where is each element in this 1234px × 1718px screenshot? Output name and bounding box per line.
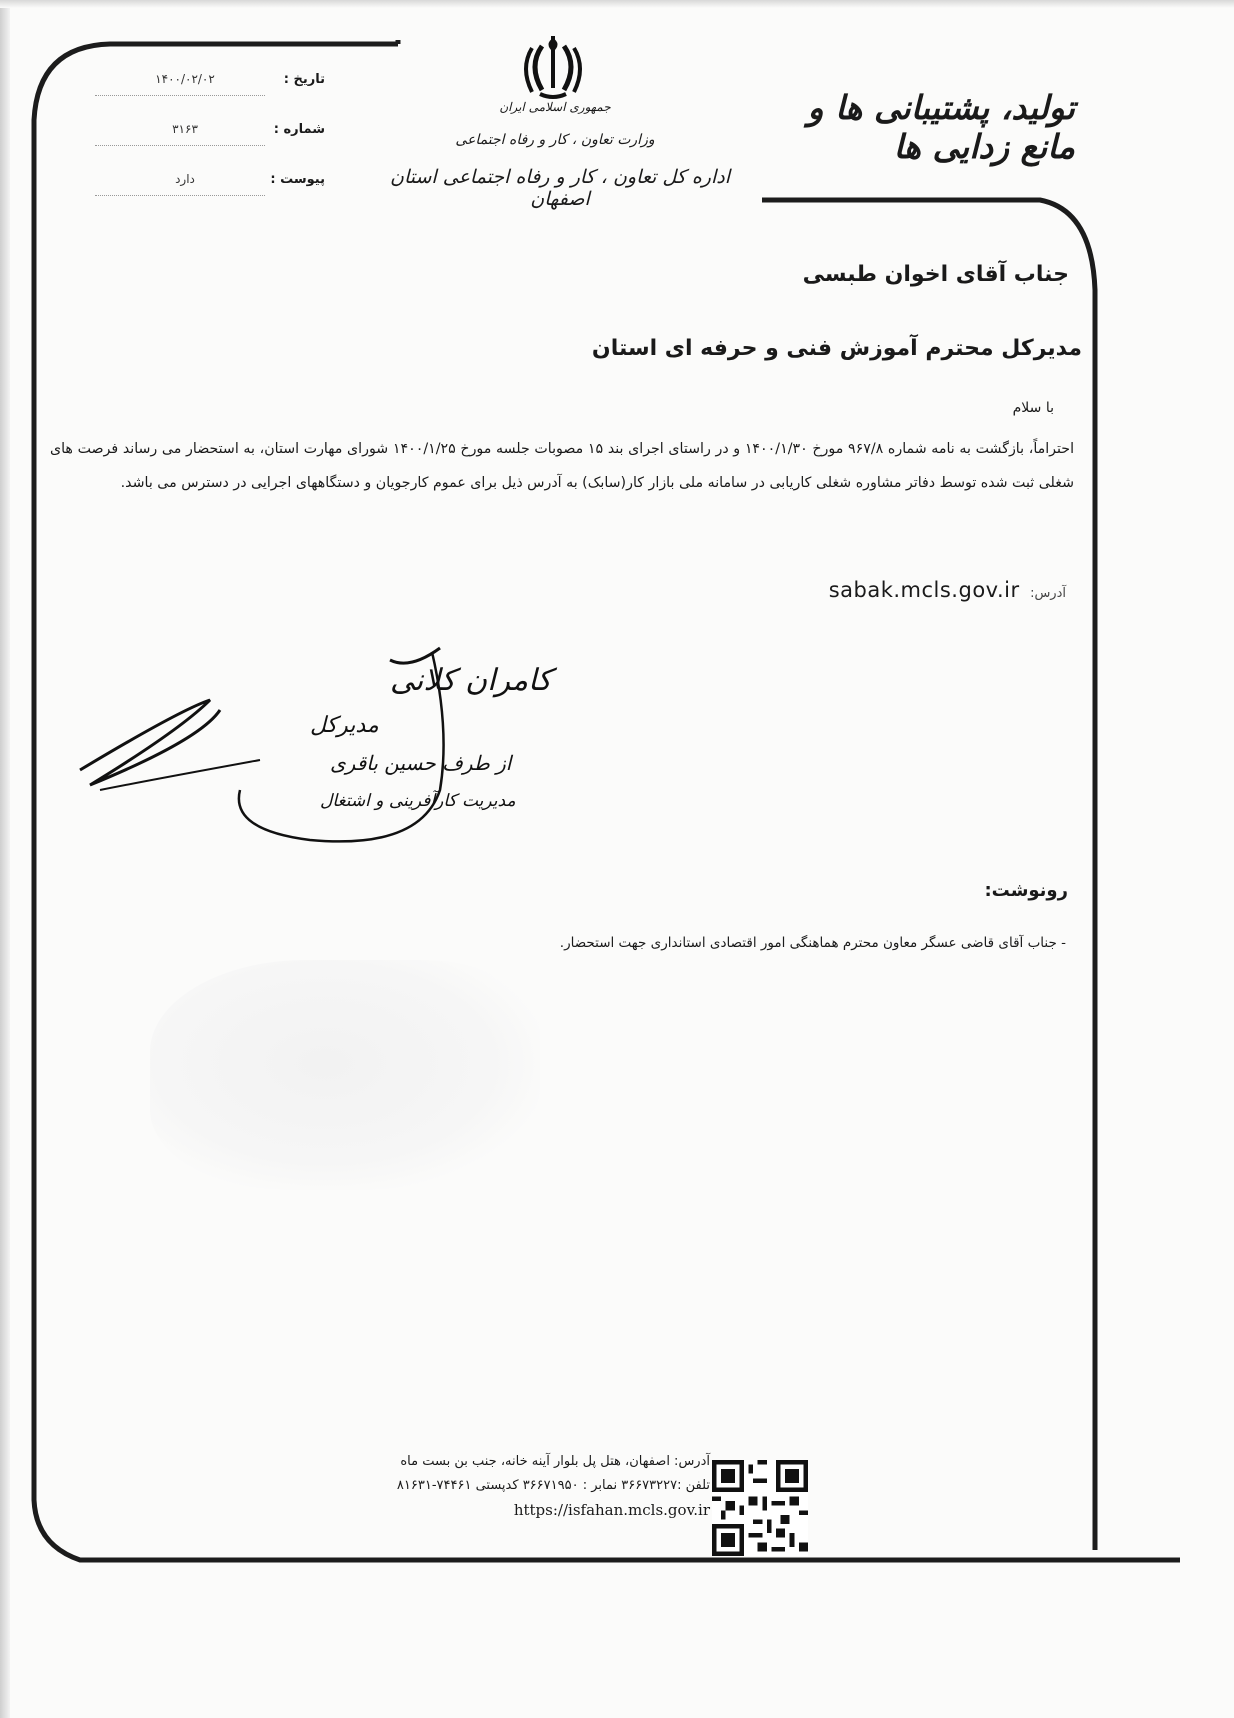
footer-website-link[interactable]: https://isfahan.mcls.gov.ir <box>513 1501 710 1519</box>
footer-phone: تلفن :۳۶۶۷۳۲۲۷ نمابر : ۳۶۶۷۱۹۵۰ کدپستی ۷۴۴۶۱-۸۱۶۳۱ <box>396 1478 710 1493</box>
meta-date-label: تاریخ : <box>283 72 325 87</box>
signature-line2: از طرف حسین باقری <box>330 751 512 775</box>
cc-title: رونوشت: <box>984 880 1068 901</box>
signature-line1: مدیرکل <box>310 713 379 738</box>
letter-body: احتراماً، بازگشت به نامه شماره ۹۶۷/۸ مورخ ۱۴۰۰/۱/۳۰ و در راستای اجرای بند ۱۵ مصوبات جلسه مورخ ۱۴۰۰/۱/۲۵ شورای مهارت استان، به استحضار می رساند فرصت های شغلی ثبت شده توسط دفاتر مشاوره شغلی کاریابی در سامانه ملی بازار کار(سابک) به آدرس ذیل برای عموم کارجویان و دستگاههای اجرایی در دسترس می باشد. <box>50 441 1075 491</box>
dotted-line <box>95 195 265 196</box>
signature <box>60 640 552 860</box>
meta-number-label: شماره : <box>273 122 325 137</box>
meta-date-row <box>85 72 325 96</box>
meta-number-row <box>85 122 325 146</box>
footer-address: آدرس: اصفهان، هتل پل بلوار آینه خانه، جنب بن بست ماه <box>400 1454 710 1469</box>
meta-attachment-label: پیوست : <box>270 172 325 187</box>
recipient-name: جناب آقای اخوان طبسی <box>802 262 1069 287</box>
greeting: با سلام <box>1012 400 1054 416</box>
header-office: اداره کل تعاون ، کار و رفاه اجتماعی استان اصفهان <box>390 166 730 210</box>
address-line <box>829 578 1066 602</box>
qr-code-icon[interactable] <box>712 1460 808 1556</box>
signature-line3: مدیریت کارآفرینی و اشتغال <box>320 791 516 811</box>
meta-number-value: ۳۱۶۳ <box>172 122 198 136</box>
header-ministry: وزارت تعاون ، کار و رفاه اجتماعی <box>455 132 655 148</box>
header-republic: جمهوری اسلامی ایران <box>499 100 611 114</box>
footer <box>260 1450 710 1522</box>
slogan: تولید، پشتیبانی ها و مانع زدایی ها <box>807 88 1075 166</box>
address-label: آدرس: <box>1030 586 1066 601</box>
meta-date-value: ۱۴۰۰/۰۲/۰۲ <box>155 72 215 86</box>
dotted-line <box>95 145 265 146</box>
recipient-title: مدیرکل محترم آموزش فنی و حرفه ای استان <box>591 336 1082 361</box>
meta-attachment-row <box>85 172 325 196</box>
address-link[interactable]: sabak.mcls.gov.ir <box>828 578 1020 602</box>
cc-item: - جناب آقای قاضی عسگر معاون محترم هماهنگی امور اقتصادی استانداری جهت استحضار. <box>559 935 1066 951</box>
redacted-stamp-area <box>150 960 540 1190</box>
signature-name: کامران کلانی <box>390 663 552 698</box>
emblem-icon <box>518 28 588 108</box>
dotted-line <box>95 95 265 96</box>
meta-attachment-value: دارد <box>175 172 195 186</box>
